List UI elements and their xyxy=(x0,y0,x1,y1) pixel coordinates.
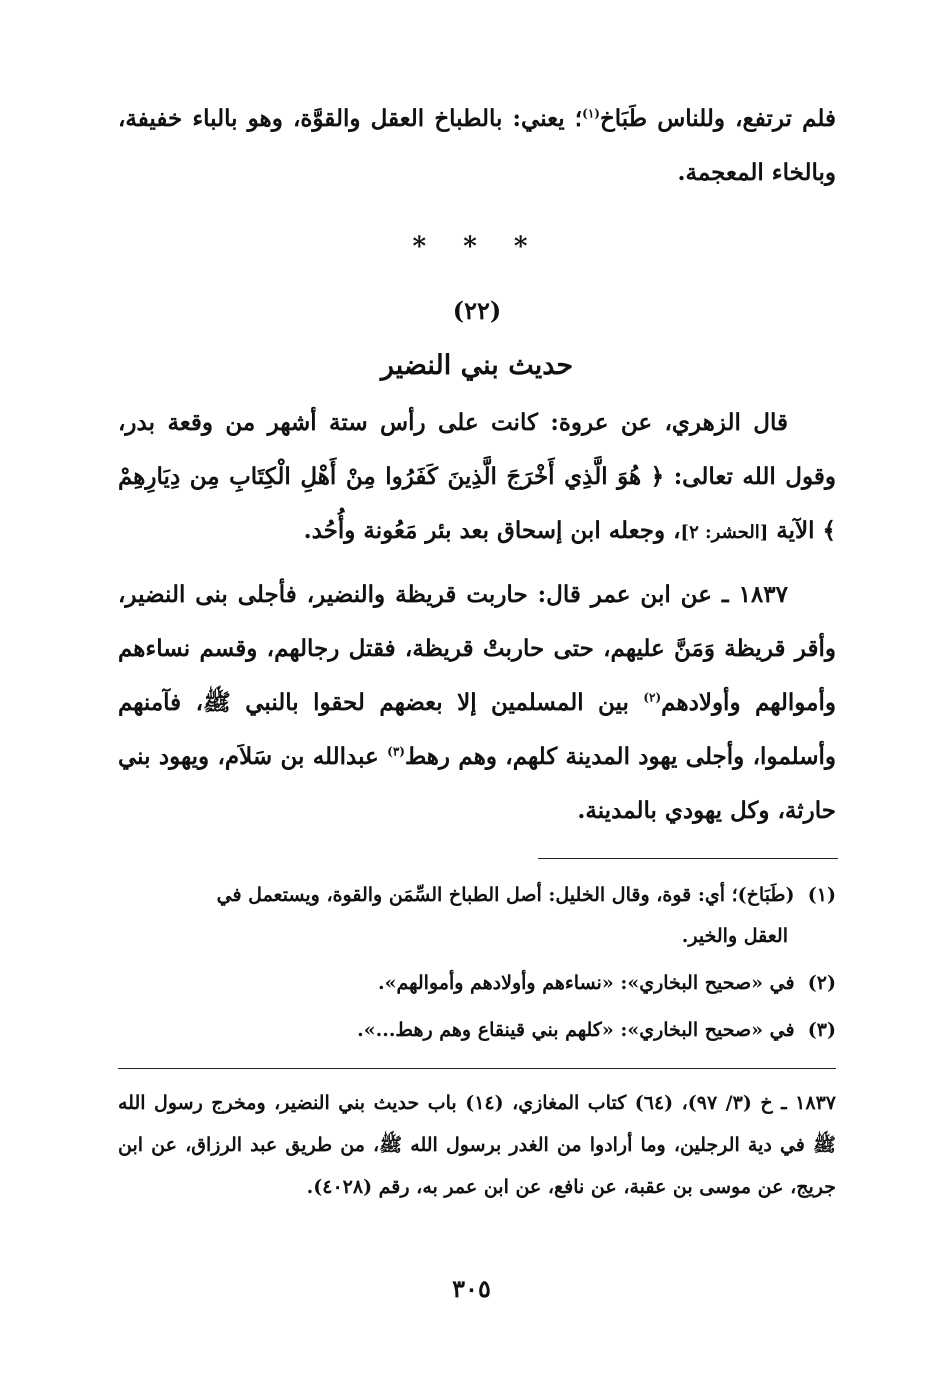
takhrij-text: ١٨٣٧ ـ خ (٣/ ٩٧)، (٦٤) كتاب المغازي، (١٤) باب حديث بني النضير، ومخرج رسول الله ﷺ في دية الرجلين، وما أرادوا من الغدر برسول الله ﷺ، من طريق عبد الرزاق، عن ابن جريج، عن موسى بن عقبة، عن نافع، عن ابن عمر به، رقم (٤٠٢٨). xyxy=(118,1092,836,1198)
takhrij-section xyxy=(118,1082,836,1208)
hadith-text-b: بين المسلمين إلا بعضهم لحقوا بالنبي ﷺ، فآمنهم وأسلموا، وأجلى يهود المدينة كلهم، وهم رهط xyxy=(118,689,836,770)
page-body xyxy=(118,92,836,838)
footnote-2 xyxy=(118,960,836,1007)
footnote-3-text: في «صحيح البخاري»: «كلهم بني قينقاع وهم رهط...». xyxy=(357,1019,795,1041)
hadith-text-a: عن ابن عمر قال: حاربت قريظة والنضير، فأجلى بنى النضير، وأقر قريظة وَمَنَّ عليهم، حتى حاربتْ قريظة، فقتل رجالهم، وقسم نساءهم وأموالهم وأولادهم xyxy=(118,581,836,716)
intro-paragraph xyxy=(118,396,836,560)
page-number: ٣٠٥ xyxy=(452,1274,491,1303)
footnote-ref-2[interactable]: (٢) xyxy=(643,690,662,705)
footnote-ref-3[interactable]: (٣) xyxy=(387,744,405,759)
footnote-1 xyxy=(118,872,836,919)
footnote-1-continued: العقل والخير. xyxy=(681,925,788,947)
footnote-1-text: (طَبَاخ)؛ أي: قوة، وقال الخليل: أصل الطباخ السِّمَن والقوة، ويستعمل في xyxy=(216,884,795,906)
hadith-paragraph xyxy=(118,568,836,838)
footnote-divider xyxy=(538,858,838,859)
quran-citation: [الحشر: ٢] xyxy=(680,522,769,543)
takhrij-divider xyxy=(118,1068,836,1069)
opening-paragraph xyxy=(118,92,836,200)
footnote-3-num: (٣) xyxy=(807,1019,836,1041)
opening-text-a: فلم ترتفع، وللناس طَبَاخ xyxy=(599,105,836,132)
footnote-3 xyxy=(118,1007,836,1054)
footnotes xyxy=(118,872,836,1054)
chapter-number: (٢٢) xyxy=(452,296,502,325)
footnote-1-num: (١) xyxy=(807,884,836,906)
opening-text-b: ؛ يعني: بالطباخ العقل والقوَّة، وهو بالباء خفيفة، وبالخاء المعجمة. xyxy=(118,105,836,186)
footnote-2-num: (٢) xyxy=(807,972,836,994)
hadith-text-c: عبدالله بن سَلاَم، ويهود بني حارثة، وكل يهودي بالمدينة. xyxy=(118,743,836,824)
chapter-title: حديث بني النضير xyxy=(380,350,574,381)
hadith-number: ١٨٣٧ ـ xyxy=(721,581,788,608)
intro-text-b: ، وجعله ابن إسحاق بعد بئر مَعُونة وأُحُد. xyxy=(303,517,681,544)
intro-text-a: قال الزهري، عن عروة: كانت على رأس ستة أشهر من وقعة بدر، وقول الله تعالى: ﴿ هُوَ الَّذِي أَخْرَجَ الَّذِينَ كَفَرُوا مِنْ أَهْلِ الْكِتَابِ مِن دِيَارِهِمْ ﴾ الآية xyxy=(118,409,836,544)
footnote-ref-1[interactable]: (١) xyxy=(582,106,600,121)
footnote-2-text: في «صحيح البخاري»: «نساءهم وأولادهم وأموالهم». xyxy=(377,972,795,994)
section-separator: * * * xyxy=(412,232,542,262)
